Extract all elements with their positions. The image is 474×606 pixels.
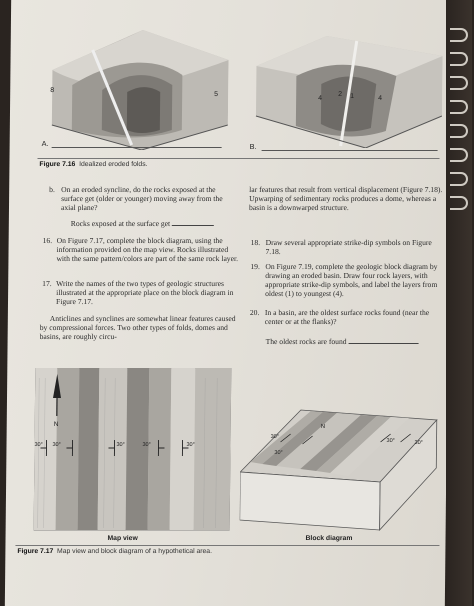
- question-b-answer-prompt: Rocks exposed at the surface get: [70, 219, 171, 228]
- question-b-answer-blank[interactable]: [172, 218, 214, 226]
- question-16-text: On Figure 7.17, complete the block diagram, using the information provided on the map view. Rocks illustrated with the same pattern/colors are part of the same rock layer.: [56, 236, 239, 263]
- map-dip-label: 30°: [116, 442, 125, 448]
- fig716-label-b: B.: [249, 142, 257, 151]
- question-20-answer: [266, 336, 419, 346]
- question-18-text: Draw several appropriate strike-dip symbols on Figure 7.18.: [265, 238, 432, 256]
- intro-paragraph: Anticlines and synclines are somewhat linear features caused by compressional forces. Two other types of folds, domes and basins, are roughly circu-: [39, 314, 236, 341]
- fig716-b-number: 2: [338, 91, 343, 98]
- figure-7-16-b-block-diagram: [246, 36, 443, 148]
- question-17-text: Write the names of the two types of geologic structures illustrated at the appropriate place on the block diagram in Figure 7.17.: [55, 279, 234, 306]
- fig716-answer-line-b[interactable]: [262, 150, 438, 151]
- figure-7-17-map-view: [34, 368, 232, 534]
- map-dip-label: 30°: [186, 442, 195, 448]
- block-dip-label: 30°: [386, 438, 395, 444]
- fig717-caption-rule: [15, 545, 439, 546]
- question-20-answer-blank[interactable]: [348, 336, 418, 344]
- question-20-text: In a basin, are the oldest surface rocks found (near the center or at the flanks)?: [264, 308, 430, 326]
- fig717-caption-number: Figure 7.17: [17, 548, 54, 555]
- fig716-b-number: 4: [378, 95, 383, 102]
- question-20-answer-prompt: The oldest rocks are found: [265, 337, 347, 346]
- map-dip-label: 30°: [34, 442, 43, 448]
- question-19-text: On Figure 7.19, complete the geologic block diagram by drawing an eroded basin. Draw four rock layers, with appropriate strike-dip symbols, and label the layers from oldest (1) to youngest (4).: [265, 262, 438, 298]
- map-north-label: N: [53, 421, 59, 428]
- block-north-label: N: [320, 424, 326, 430]
- fig716-a-number: 5: [214, 91, 219, 98]
- intro-paragraph-continued: lar features that result from vertical displacement (Figure 7.18). Upwarping of sedimentary rocks produces a dome, whereas a basin is a downwarped structure.: [248, 185, 443, 212]
- fig716-caption-text: Idealized eroded folds.: [79, 161, 148, 168]
- figure-7-17-block-diagram: [240, 398, 441, 534]
- notebook-spiral-binding: [446, 0, 472, 606]
- block-diagram-label: Block diagram: [305, 535, 353, 542]
- figure-7-16-a-block-diagram: [32, 30, 229, 150]
- map-dip-label: 30°: [52, 442, 61, 448]
- block-dip-label: 30°: [270, 434, 279, 440]
- fig716-caption-rule: [38, 158, 440, 159]
- question-b-text: On an eroded syncline, do the rocks exposed at the surface get (older or younger) moving away from the axial plane?: [60, 185, 223, 212]
- block-dip-label: 30°: [414, 440, 423, 446]
- textbook-page: 8 5 4 2 1 4 A. B. Figure 7.16 Idealized eroded folds. b. On an eroded syncline, do the rocks exposed at the surface get (older or younger) moving away from the axial plane? Rocks exposed at the surface get 16. On Figure 7.17, complete the block diagram, using the information provided on the map view. Rocks illustrated with the same pattern/colors are part of the same rock layer. 17. Write the names of the two types of geologic structures illustrated at the appropriate place on the block diagram in Figure 7.17. Anticlines and synclines are somewhat linear features caused by compressional forces. Two other types of folds, domes and basins, are roughly circu- lar features that result from vertical displacement (Figure 7.18). Upwarping of sedimentary rocks produces a dome, whereas a basin is a downwarped structure. 18. Draw several appropriate strike-dip symbols on Figure 7.18. 19. On Figure 7.19, complete the geologic block diagram by drawing an eroded basin. Draw four rock layers, with appropriate strike-dip symbols, and label the layers from oldest (1) to youngest (4). 20. In a basin, are the oldest surface rocks found (near the center or at the flanks)? The oldest rocks are found N 30° 30° 30° 30° 30° Map view N 30° 30° 30° 30° Block diagram Figure 7.17 Map view and block diagram of a hypothetical area.: [5, 0, 451, 606]
- map-view-label: Map view: [107, 535, 138, 542]
- fig716-b-number: 1: [350, 93, 355, 100]
- fig716-caption: [39, 161, 147, 168]
- fig716-a-number: 8: [50, 87, 55, 94]
- fig716-answer-line-a[interactable]: [52, 147, 222, 148]
- fig716-caption-number: Figure 7.16: [39, 161, 76, 168]
- question-b-answer: [71, 218, 214, 228]
- block-dip-label: 30°: [274, 450, 283, 456]
- fig717-caption: [17, 548, 212, 555]
- fig716-b-number: 4: [318, 95, 323, 102]
- fig716-label-a: A.: [41, 139, 49, 148]
- map-dip-label: 30°: [142, 442, 151, 448]
- fig717-caption-text: Map view and block diagram of a hypothetical area.: [57, 548, 213, 555]
